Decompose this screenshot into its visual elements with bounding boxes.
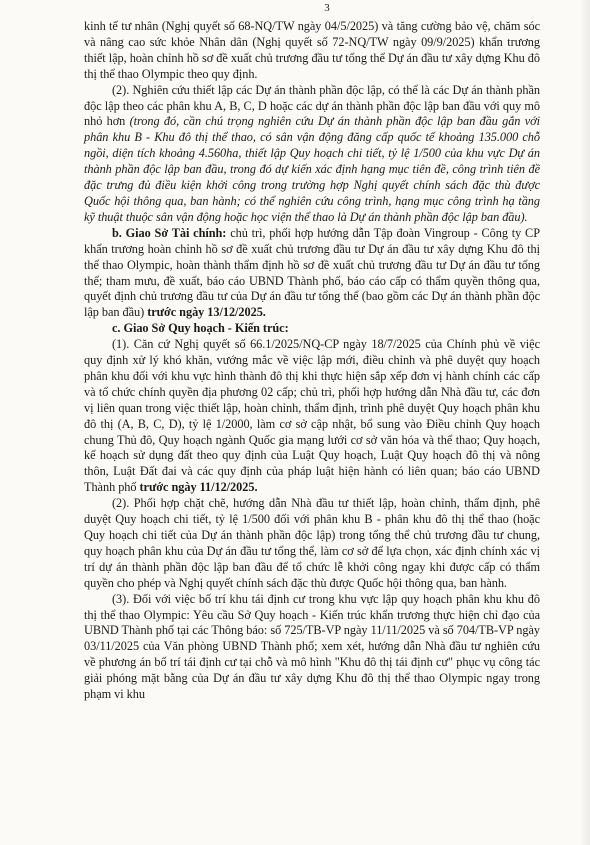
paragraph-intro-text: kinh tế tư nhân (Nghị quyết số 68-NQ/TW ngày 04/5/2025) và tăng cường bảo vệ, chăm sóc và nâng cao sức khỏe Nhân dân (Nghị quyết số 72-NQ/TW ngày 09/9/2025) khẩn trương thiết lập, hoàn chỉnh hồ sơ đề xuất chủ trương đầu tư tổng thể Dự án đầu tư xây dựng Khu đô thị thể thao Olympic theo quy định. — [84, 19, 540, 81]
paragraph-planning-item-2 — [84, 496, 540, 591]
planning-item-3-text: (3). Đối với việc bố trí khu tái định cư trong khu vực lập quy hoạch phân khu khu đô thị thể thao Olympic: Yêu cầu Sở Quy hoạch - Kiến trúc khẩn trương thực hiện chỉ đạo của UBND Thành phố tại các Thông báo: số 725/TB-VP ngày 11/11/2025 và số 704/TB-VP ngày 03/11/2025 của Văn phòng UBND Thành phố; xem xét, hướng dẫn Nhà đầu tư nghiên cứu về phương án bố trí tái định cư tại chỗ và mô hình "Khu đô thị tái định cư" phục vụ công tác giải phóng mặt bằng của Dự án đầu tư xây dựng Khu đô thị thể thao Olympic ngay trong phạm vi khu — [84, 591, 540, 702]
finance-dept-deadline: trước ngày 13/12/2025. — [147, 305, 266, 320]
page-edge-shadow — [580, 0, 590, 845]
page-number: 3 — [324, 2, 330, 14]
finance-dept-heading: b. Giao Sở Tài chính: — [112, 225, 227, 240]
paragraph-planning-item-3 — [84, 592, 540, 703]
paragraph-finance-dept — [84, 226, 540, 321]
finance-dept-text: chủ trì, phối hợp hướng dẫn Tập đoàn Vingroup - Công ty CP khẩn trương hoàn chỉnh hồ sơ đề xuất chủ trương đầu tư Dự án đầu tư xây dựng Khu đô thị thể thao Olympic, hoàn thành thẩm định hồ sơ đề xuất chủ trương đầu tư Dự án đầu tư tổng thể; tham mưu, đề xuất, báo cáo UBND Thành phố, báo cáo cấp có thẩm quyền thông qua, quyết định chủ trương đầu tư của Dự án đầu tư tổng thể (bao gồm các Dự án thành phần độc lập ban đầu) — [84, 225, 540, 320]
paragraph-component-projects — [84, 83, 540, 226]
planning-dept-heading: c. Giao Sở Quy hoạch - Kiến trúc: — [112, 321, 289, 336]
paragraph-component-projects-text: (2). Nghiên cứu thiết lập các Dự án thành phần độc lập, có thể là các Dự án thành phần độc lập theo các phân khu A, B, C, D hoặc các dự án thành phần độc lập ban đầu với quy mô nhỏ hơn — [84, 82, 540, 129]
paragraph-planning-dept-heading — [84, 321, 540, 337]
planning-item-1-text: (1). Căn cứ Nghị quyết số 66.1/2025/NQ-CP ngày 18/7/2025 của Chính phủ về việc quy định xử lý khó khăn, vướng mắc về việc lập mới, điều chỉnh và phê duyệt quy hoạch phân khu đối với khu vực hình thành đô thị khi thực hiện sắp xếp đơn vị hành chính các cấp và tổ chức chính quyền địa phương 02 cấp; chủ trì, phối hợp hướng dẫn Nhà đầu tư, các đơn vị liên quan trong việc thiết lập, hoàn chỉnh, thẩm định, trình phê duyệt Quy hoạch phân khu đô thị (A, B, C, D), tỷ lệ 1/2000, làm cơ sở cập nhật, bổ sung vào Điều chỉnh Quy hoạch chung Thủ đô, Quy hoạch ngành Quốc gia mạng lưới cơ sở văn hóa và thể thao; Quy hoạch, kế hoạch sử dụng đất theo quy định của Luật Quy hoạch, Luật Quy hoạch đô thị và nông thôn, Luật Đất đai và các quy định của pháp luật hiện hành có liên quan; báo cáo UBND Thành phố — [84, 337, 540, 495]
paragraph-planning-item-1 — [84, 337, 540, 496]
paragraph-intro — [84, 19, 540, 83]
planning-item-2-text: (2). Phối hợp chặt chẽ, hướng dẫn Nhà đầu tư thiết lập, hoàn chỉnh, thẩm định, phê duyệt Quy hoạch chi tiết, tỷ lệ 1/500 đối với phân khu B - phân khu đô thị thể thao (hoặc Quy hoạch chi tiết của Dự án thành phần độc lập) trong tổng thể chủ trương đầu tư chung, quy hoạch phân khu của Dự án đầu tư tổng thể, làm cơ sở để lựa chọn, xác định chính xác vị trí dự án thành phần độc lập ban đầu để tổ chức lễ khởi công ngay khi được cấp có thẩm quyền cho phép và Nghị quyết chính sách đặc thù được Quốc hội thông qua, ban hành. — [84, 496, 540, 590]
paragraph-component-projects-italic: (trong đó, cần chú trọng nghiên cứu Dự án thành phần độc lập ban đầu gắn với phân khu B - Khu đô thị thể thao, có sân vận động đăng cấp quốc tế khoảng 135.000 chỗ ngồi, diện tích khoảng 4.560ha, thiết lập Quy hoạch chi tiết, tỷ lệ 1/500 của khu vực Dự án thành phần độc lập ban đầu, trong đó dự kiến xác định hạng mục tiên đề, công trình tiên đề đặc trưng đủ điều kiện khởi công trong trường hợp Nghị quyết chính sách đặc thù được Quốc hội thông qua, ban hành; có thể nghiên cứu công trình, hạng mục công trình hạ tầng kỹ thuật thuộc sân vận động hoặc học viện thể thao là Dự án thành phần độc lập ban đầu). — [84, 114, 541, 224]
planning-item-1-deadline: trước ngày 11/12/2025. — [139, 480, 258, 495]
